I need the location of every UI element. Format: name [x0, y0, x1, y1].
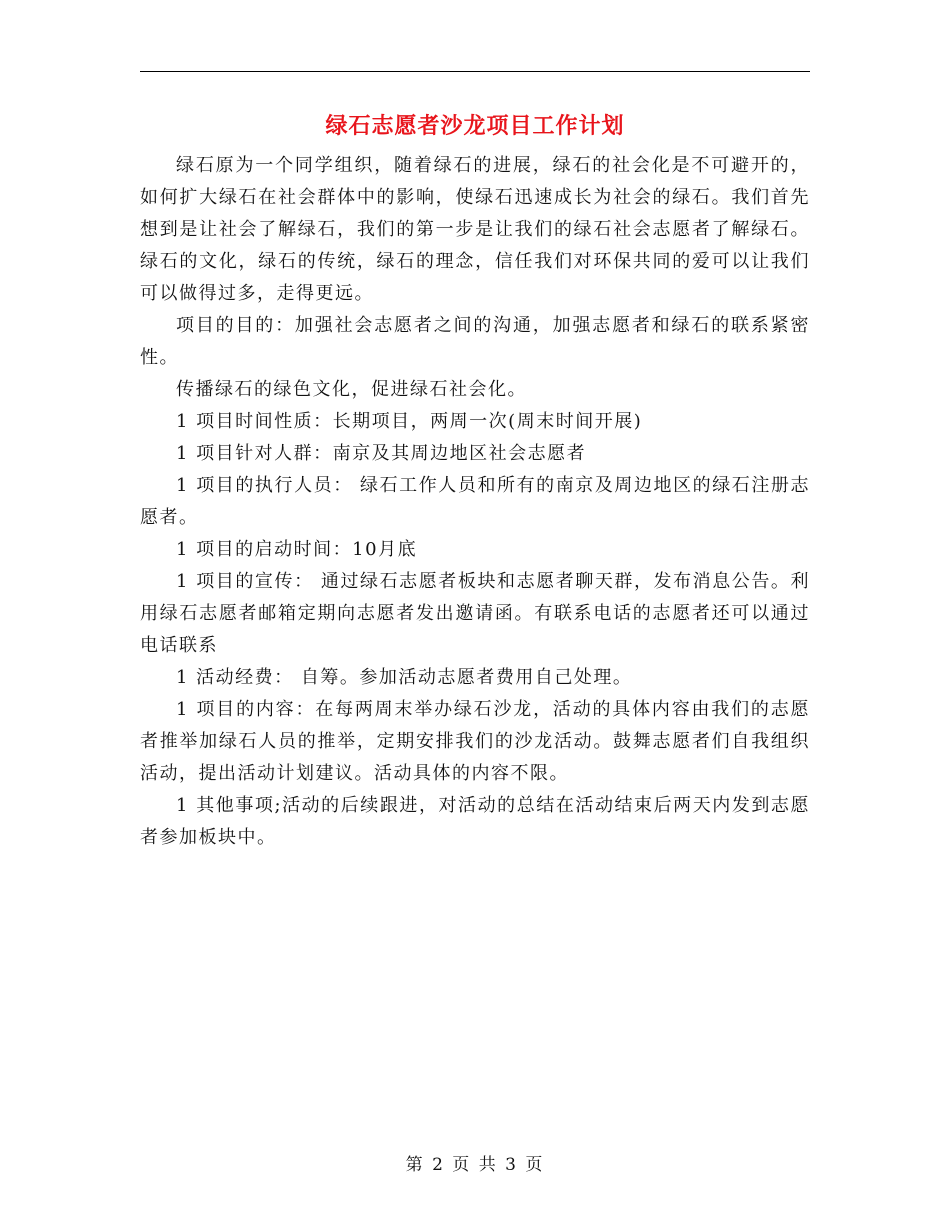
document-body — [140, 150, 810, 854]
paragraph-start-time: 1 项目的启动时间：10月底 — [176, 539, 418, 560]
paragraph-publicity: 1 项目的宣传： 通过绿石志愿者板块和志愿者聊天群，发布消息公告。利用绿石志愿者邮箱定期向志愿者发出邀请函。有联系电话的志愿者还可以通过电话联系 — [140, 571, 810, 656]
paragraph-executors: 1 项目的执行人员： 绿石工作人员和所有的南京及周边地区的绿石注册志愿者。 — [140, 475, 810, 528]
page-number: 第 2 页 共 3 页 — [405, 1155, 545, 1175]
paragraph-funding: 1 活动经费： 自筹。参加活动志愿者费用自己处理。 — [176, 667, 633, 688]
paragraph-other-matters: 1 其他事项;活动的后续跟进，对活动的总结在活动结束后两天内发到志愿者参加板块中。 — [140, 795, 810, 848]
paragraph-intro: 绿石原为一个同学组织，随着绿石的进展，绿石的社会化是不可避开的，如何扩大绿石在社会群体中的影响，使绿石迅速成长为社会的绿石。我们首先想到是让社会了解绿石，我们的第一步是让我们的绿石社会志愿者了解绿石。绿石的文化，绿石的传统，绿石的理念，信任我们对环保共同的爱可以让我们可以做得过多，走得更远。 — [140, 155, 810, 304]
paragraph-culture: 传播绿石的绿色文化，促进绿石社会化。 — [176, 379, 527, 400]
paragraph-purpose: 项目的目的：加强社会志愿者之间的沟通，加强志愿者和绿石的联系紧密性。 — [140, 315, 810, 368]
paragraph-time-nature: 1 项目时间性质：长期项目，两周一次(周末时间开展) — [176, 411, 643, 432]
paragraph-target-group: 1 项目针对人群：南京及其周边地区社会志愿者 — [176, 443, 587, 464]
header-rule — [140, 71, 810, 72]
document-title: 绿石志愿者沙龙项目工作计划 — [325, 113, 625, 139]
paragraph-content: 1 项目的内容：在每两周末举办绿石沙龙，活动的具体内容由我们的志愿者推举加绿石人员的推举，定期安排我们的沙龙活动。鼓舞志愿者们自我组织活动，提出活动计划建议。活动具体的内容不限。 — [140, 699, 810, 784]
